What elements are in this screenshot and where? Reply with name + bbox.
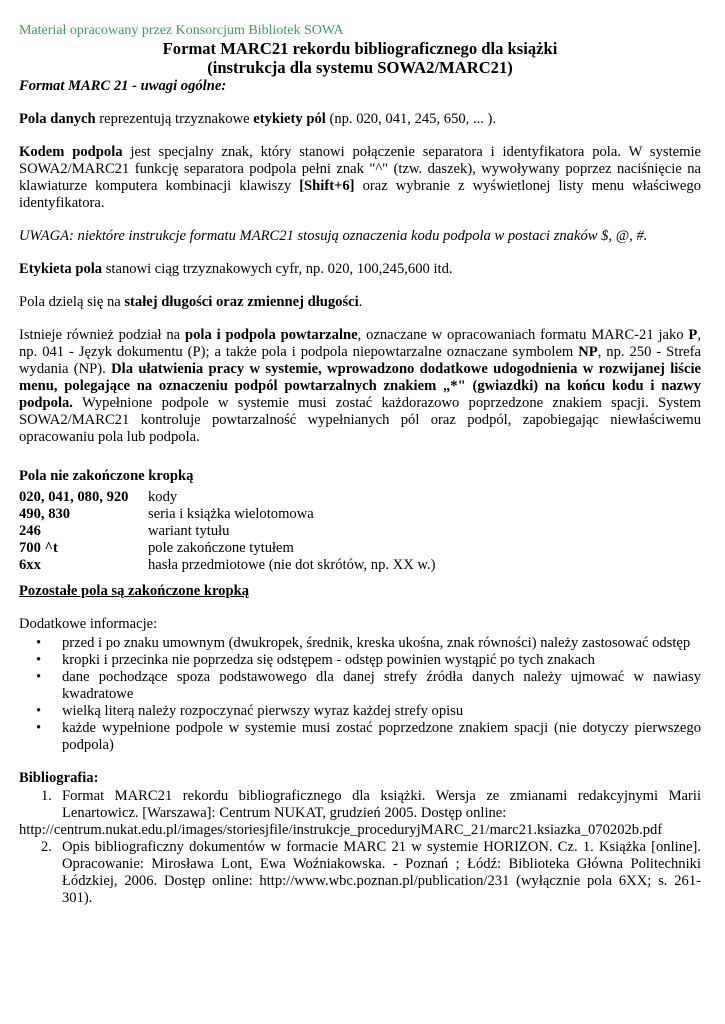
item-text: Opis bibliograficzny dokumentów w formacie MARC 21 w systemie HORIZON. Cz. 1. Książka [online]. Opracowanie: Mirosława Lont, Ewa Woźniakowska. - Poznań ; Łódź: Biblioteka Główna Politechniki Łódzkiej, 2006. Dostęp online: http://www.wbc.poznan.pl/publication/231 (wyłącznie pola 6XX; s. 261-301). [62,839,701,906]
code-row [19,489,701,506]
text: , np. 041 - Język dokumentu (P); a także pola i podpola niepowtarzalne oznaczane symbolem [19,327,701,360]
extra-info-list [19,635,701,754]
item-number: 1. [41,788,52,804]
code: 700 ^t [19,540,58,556]
document-title-line1: Format MARC21 rekordu bibliograficznego dla książki [162,39,558,58]
code-desc: pole zakończone tytułem [148,540,294,556]
list-item: • każde wypełnione podpole w systemie musi zostać poprzedzone znakiem spacji (nie dotyczy pierwszego podpola) [19,720,701,754]
list-item: • przed i po znaku umownym (dwukropek, średnik, kreska ukośna, znak równości) należy zastosować odstęp [19,635,701,652]
text: oraz wybranie z wyświetlonej listy menu właściwego identyfikatora. [19,178,701,211]
term-field-labels: etykiety pól [253,111,326,127]
term-data-fields: Pola danych [19,111,96,127]
text: , np. 250 - Strefa wydania (NP). [19,344,701,377]
bibliography-item [19,788,701,822]
symbol-np: NP [578,344,598,360]
text: Pola dzielą się na [19,294,125,310]
document-title-line2: (instrukcja dla systemu SOWA2/MARC21) [207,58,513,77]
warning-paragraph: UWAGA: niektóre instrukcje formatu MARC21 stosują oznaczenia kodu podpola w postaci znaków $, @, #. [19,228,648,244]
bibliography-item [19,839,701,907]
field-length-paragraph [19,294,701,311]
text: , oznaczane w opracowaniach formatu MARC-21 jako [357,327,689,343]
extra-info-heading: Dodatkowe informacje: [19,616,158,632]
code-row [19,506,701,523]
code-row [19,523,701,540]
list-item: • kropki i przecinka nie poprzedza się odstępem - odstęp powinien wystąpić po tych znakach [19,652,701,669]
text: . [358,294,363,310]
text: (np. 020, 041, 245, 650, ... ). [325,111,497,127]
code-desc: hasła przedmiotowe (nie dot skrótów, np. XX w.) [148,557,436,573]
term-subfield-code: Kodem podpola [19,144,123,160]
text: reprezentują trzyznakowe [95,111,254,127]
code: 6xx [19,557,41,573]
nukat-link[interactable]: http://centrum.nukat.edu.pl/images/storiesjfile/instrukcje_proceduryjMARC_21/marc21.ksiazka_070202b.pdf [19,822,663,838]
document-page [19,22,701,907]
no-period-table [19,489,701,574]
list-item: • wielką literą należy rozpoczynać pierwszy wyraz każdej strefy opisu [19,703,701,720]
code-row [19,540,701,557]
bibliography-heading: Bibliografia: [19,770,99,786]
item-text: Format MARC21 rekordu bibliograficznego dla książki. Wersja ze zmianami redakcyjnymi Marii Lenartowicz. [Warszawa]: Centrum NUKAT, grudzień 2005. Dostęp online: [62,788,701,821]
code-row [19,557,701,574]
term-repeatable: pola i podpola powtarzalne [185,327,358,343]
text: Wypełnione podpole w systemie musi zostać każdorazowo poprzedzone znakiem spacji. System SOWA2/MARC21 kontroluje powtarzalność wypełnianych pól oraz podpól, zapobiegając niewłaściwemu opracowaniu pola lub podpola. [19,395,701,445]
key-combo: [Shift+6] [299,178,355,194]
code-desc: wariant tytułu [148,523,230,539]
code: 020, 041, 080, 920 [19,489,129,505]
no-period-heading: Pola nie zakończone kropką [19,468,194,484]
consortium-note: Materiał opracowany przez Konsorcjum Bibliotek SOWA [19,23,344,38]
list-item: • dane pochodzące spoza podstawowego dla danej strefy źródła danych należy ujmować w nawiasy kwadratowe [19,669,701,703]
bibliography-list [19,788,701,822]
text: jest specjalny znak, który stanowi połączenie separatora i identyfikatora pola. W systemie SOWA2/MARC21 funkcję separatora podpola pełni znak "^" (tzw. daszek), wywoływany poprzez naciśnięcie na klawiaturze komputera kombinacji klawiszy [19,144,702,194]
with-period-heading: Pozostałe pola są zakończone kropką [19,583,249,599]
data-fields-paragraph [19,111,701,128]
field-label-paragraph [19,261,701,278]
subfield-code-paragraph [19,144,701,212]
repeatable-fields-paragraph [19,327,701,446]
term-field-length: stałej długości oraz zmiennej długości [124,294,359,310]
bibliography-list-cont [19,839,701,907]
text: stanowi ciąg trzyznakowych cyfr, np. 020, 100,245,600 itd. [102,261,453,277]
term-field-label: Etykieta pola [19,261,103,277]
general-remarks-heading: Format MARC 21 - uwagi ogólne: [19,78,227,94]
text: Istnieje również podział na [19,327,185,343]
code: 490, 830 [19,506,71,522]
item-number: 2. [41,839,52,855]
code: 246 [19,523,41,539]
symbol-p: P [688,327,698,343]
menu-note: Dla ułatwienia pracy w systemie, wprowadzono dodatkowe udogodnienia w rozwijanej liście menu, polegające na oznaczeniu podpól powtarzalnych znakiem „*" (gwiazdki) na końcu kodu i nazwy podpola. [19,361,701,411]
code-desc: kody [148,489,178,505]
code-desc: seria i książka wielotomowa [148,506,314,522]
